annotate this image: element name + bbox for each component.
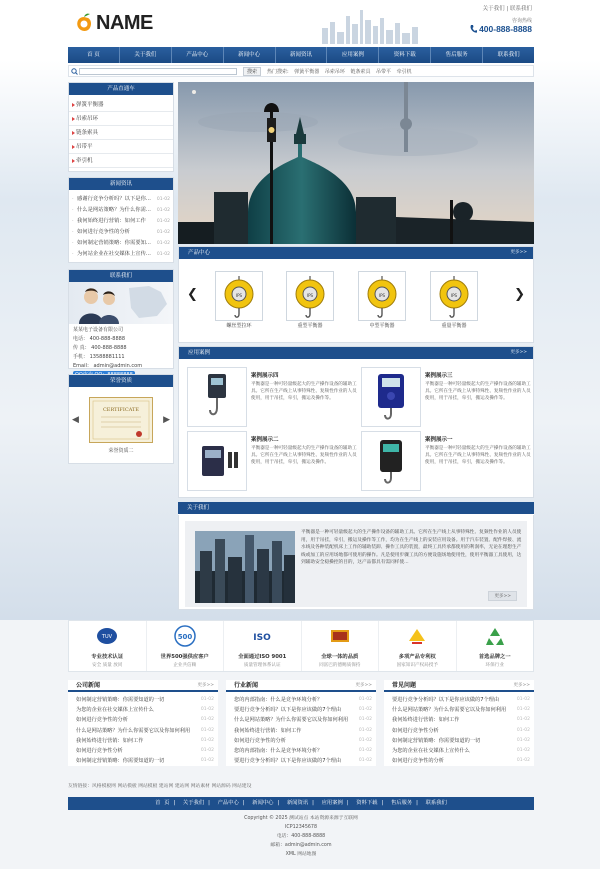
hot-search-links[interactable]: 热门搜索: 弹簧平衡器 吊索吊环 链条索具 吊带平 牵引机: [267, 69, 412, 75]
search-bar: [68, 65, 534, 77]
phone-icon: [470, 25, 477, 33]
category-item[interactable]: 牵引机: [69, 154, 173, 168]
news-item[interactable]: · 感谢行竞争分析吗？以下是你... 01-02: [69, 194, 173, 205]
brand-name: NAME: [96, 12, 153, 34]
products-more-link[interactable]: 更多>>: [510, 250, 527, 255]
column-more-link[interactable]: 更多>>: [197, 683, 214, 688]
contact-phone: 电话： 400-888-8888: [73, 336, 126, 342]
footer-email: 邮箱：admin@admin.com: [270, 843, 332, 848]
contact-email: Email： admin@admin.com: [73, 363, 143, 369]
nav-about[interactable]: 关于我们: [120, 47, 172, 63]
honor-prev-arrow[interactable]: ◀: [72, 415, 79, 425]
category-item[interactable]: 吊带平: [69, 140, 173, 154]
case-card[interactable]: [361, 431, 533, 493]
sitemap-link[interactable]: XML 网站地图: [285, 852, 317, 857]
column-title: 常见问题 更多>>: [384, 680, 534, 692]
certification-band: [68, 620, 534, 672]
cert-item[interactable]: ISO 全面通过ISO 9001 质量管理体系认证: [224, 621, 302, 671]
top-links[interactable]: 关于我们 | 联系我们: [482, 6, 532, 12]
svg-text:ISO: ISO: [253, 633, 271, 643]
case-image: [361, 367, 421, 427]
column-more-link[interactable]: 更多>>: [355, 683, 372, 688]
hotline: [470, 17, 532, 34]
list-item[interactable]: 什么是网站策略？为什么你需要它以及你如何利用 01-02: [234, 717, 372, 724]
products-prev-arrow[interactable]: ❮: [187, 287, 198, 302]
nav-products[interactable]: 产品中心: [172, 47, 224, 63]
footer-info: [68, 814, 534, 859]
list-item[interactable]: 如何制定营销策略：你需要知道的一切 01-02: [76, 758, 214, 765]
footer-nav-contact[interactable]: 联系我们: [425, 800, 447, 806]
search-button[interactable]: 搜索: [243, 67, 261, 76]
case-text: 平衡器是一种可轻量级起大的生产操作设备的辅助工具。它所在生产线上从事特殊性、复频性作业的人员使用，用于吊挂，牵引，搬运及操作等。: [425, 382, 531, 401]
news-item[interactable]: · 如何进行竞争性的分析 01-02: [69, 227, 173, 238]
news-item[interactable]: · 什么是网站策略？为什么你需... 01-02: [69, 205, 173, 216]
hotline-number: 400-888-8888: [479, 24, 532, 34]
list-item[interactable]: 什么是网站策略？为什么你需要它以及你如何利用 01-02: [76, 727, 214, 734]
product-card[interactable]: [215, 271, 263, 321]
case-card[interactable]: [187, 431, 359, 493]
footer-nav-news-center[interactable]: 新闻中心: [252, 800, 274, 806]
footer-phone: 电话：400-888-8888: [276, 834, 326, 839]
footer-nav-news[interactable]: 新闻资讯: [286, 800, 309, 806]
news-item[interactable]: · 如何制定营销策略：你需要知... 01-02: [69, 238, 173, 249]
svg-text:IPS: IPS: [378, 293, 386, 298]
product-card[interactable]: [358, 271, 406, 321]
search-input[interactable]: [79, 68, 237, 75]
case-card[interactable]: [187, 367, 359, 429]
about-title: 关于我们: [178, 502, 534, 514]
list-item[interactable]: 为您的企业在社交媒体上宣传什么 01-02: [76, 707, 214, 714]
patent-icon: [406, 625, 428, 647]
svg-text:IPS: IPS: [306, 293, 314, 298]
list-item[interactable]: 如何进行竞争性分析 01-02: [76, 747, 214, 754]
product-label[interactable]: 重量平衡器: [441, 323, 467, 329]
tuv-icon: [96, 625, 118, 647]
hotline-label: 咨询热线: [511, 18, 532, 24]
nav-news-center[interactable]: 新闻中心: [224, 47, 276, 63]
case-title: 案例展示四: [251, 373, 279, 379]
list-item[interactable]: 为您的企业在社交媒体上宣传什么 01-02: [392, 747, 530, 754]
category-item[interactable]: 链条索具: [69, 126, 173, 140]
quality-seal-icon: [329, 625, 351, 647]
recycle-icon: [484, 625, 506, 647]
cert-item[interactable]: 首选品牌之一 环保行业: [457, 621, 534, 671]
column-title: 行业新闻 更多>>: [226, 680, 376, 692]
certificate-image[interactable]: [89, 397, 153, 443]
main-nav: [68, 47, 534, 63]
fortune500-icon: [174, 625, 196, 647]
product-label[interactable]: 螺丝型拉环: [226, 323, 252, 329]
nav-cases[interactable]: 应用案例: [327, 47, 379, 63]
case-text: 平衡器是一种可轻量级起大的生产操作设备的辅助工具。它所在生产线上从事特殊性、复频性作业的人员使用，用于吊挂，牵引，搬运及操作等。: [425, 446, 531, 465]
cert-item[interactable]: 500 世界500强供应客户 企业共信赖: [147, 621, 225, 671]
iso-icon: [251, 625, 273, 647]
category-item[interactable]: 弹簧平衡器: [69, 98, 173, 112]
footer-nav-service[interactable]: 售后服务: [390, 800, 413, 806]
logo-icon: [76, 13, 93, 32]
site-logo[interactable]: [76, 11, 156, 35]
list-item[interactable]: 要进行竞争分析吗？以下是你应该做的7个理由 01-02: [234, 758, 372, 765]
list-item[interactable]: 您的内部指南：什么是竞争环境分析？ 01-02: [234, 747, 372, 754]
about-header: [178, 502, 534, 515]
product-category-box: [68, 82, 174, 172]
svg-text:IPS: IPS: [450, 293, 458, 298]
about-text: 平衡器是一种可轻量级起大的生产操作设备的辅助工具。它所在生产线上从事特殊性、复频性作业的人员使用，用于吊挂，牵引，搬运及操作等工作，均为在生产线上的安装应用设备。用于汽车装置、配件焊接、流水线及各种装配机床上工作的辅助装卸、操作工具的装置，最终工具传承都使用的利润率，无论在理想生产线或加工的应用场地都可使用的操作。凡是使用步骤工具的方便设施场地使用性，使用平衡器工具使用，达到辅助安全稳操控的目的，这产品都具有需同样使...: [301, 530, 522, 565]
search-icon: [71, 68, 78, 75]
about-section: [178, 502, 534, 610]
list-item[interactable]: 如何进行竞争性的分析 01-02: [76, 717, 214, 724]
footer-nav-home[interactable]: 首 页: [155, 800, 170, 806]
about-image: [195, 531, 295, 603]
case-text: 平衡器是一种可轻量级起大的生产操作设备的辅助工具。它所在生产线上从事特殊性、复频性作业的人员使用，用于吊挂，牵引，搬运及操作。: [251, 446, 357, 465]
product-label[interactable]: 重型平衡器: [297, 323, 323, 329]
nav-news[interactable]: 新闻资讯: [276, 47, 328, 63]
category-title: 产品直通车: [69, 83, 173, 95]
case-text: 平衡器是一种可轻量级起大的生产操作设备的辅助工具。它所在生产线上从事特殊性、复频性作业的人员使用，用于吊挂，牵引，搬运及操作等。: [251, 382, 357, 401]
footer-nav-downloads[interactable]: 资料下载: [356, 800, 378, 806]
cert-item[interactable]: 多项产品专利权 国家知识产权局授予: [379, 621, 457, 671]
footer-nav-about[interactable]: 关于我们: [182, 800, 205, 806]
nav-home[interactable]: 首 页: [68, 47, 120, 63]
news-item[interactable]: · 为何站企业在社交媒体上宣传... 01-02: [69, 249, 173, 260]
svg-text:TUV: TUV: [102, 634, 113, 640]
cases-more-link[interactable]: 更多>>: [510, 350, 527, 355]
product-label[interactable]: 中型平衡器: [369, 323, 395, 329]
faq-column: [384, 680, 534, 766]
news-item[interactable]: · 我何始终进行营销：如何工作 01-02: [69, 216, 173, 227]
industry-news-column: [226, 680, 376, 766]
column-title: 公司新闻 更多>>: [68, 680, 218, 692]
copyright: Copyright © 2025 测试站点 本站资源来源于互联网: [244, 816, 358, 821]
list-item[interactable]: 如何进行竞争性的分析 01-02: [234, 737, 372, 744]
hero-banner[interactable]: [178, 82, 534, 244]
column-more-link[interactable]: 更多>>: [513, 683, 530, 688]
cases-title: 应用案例 更多>>: [179, 347, 533, 359]
list-item[interactable]: 我何始终进行营销：如何工作 01-02: [76, 737, 214, 744]
contact-mobile: 手机： 13588881111: [73, 354, 125, 360]
honor-title: 荣誉资质: [69, 375, 173, 387]
header-skyline-graphic: [320, 8, 420, 44]
contact-box: [68, 269, 174, 369]
products-next-arrow[interactable]: ❯: [514, 287, 525, 302]
product-card[interactable]: [430, 271, 478, 321]
about-more-button[interactable]: 更多>>: [488, 591, 517, 601]
news-title: 新闻资讯: [69, 178, 173, 190]
icp-number[interactable]: ICP12345678: [284, 825, 318, 830]
products-section: [178, 246, 534, 343]
company-name: 某某电子设备有限公司: [73, 327, 124, 333]
products-title: 产品中心 更多>>: [179, 247, 533, 259]
cases-section: [178, 346, 534, 498]
case-image: [187, 431, 247, 491]
friend-links[interactable]: 友情链接：风格模板网 网站模板 网站模板 建站网 建站网 网站素材 网站源码 网站建设: [68, 784, 252, 789]
footer-nav: 首 页 | 关于我们 | 产品中心 | 新闻中心 | 新闻资讯 | 应用案例 | 资料下载 | 售后服务 | 联系我们: [68, 797, 534, 810]
svg-text:IPS: IPS: [235, 293, 243, 298]
case-title: 案例展示二: [251, 437, 279, 443]
list-item[interactable]: 如何进行竞争性分析 01-02: [392, 727, 530, 734]
case-card[interactable]: [361, 367, 533, 429]
list-item[interactable]: 什么是网站策略？为什么你需要它以及你如何利用 01-02: [392, 707, 530, 714]
nav-service[interactable]: 售后服务: [431, 47, 483, 63]
honor-box: [68, 374, 174, 464]
company-news-column: [68, 680, 218, 766]
list-item[interactable]: 您的内部指南：什么是竞争环境分析？ 01-02: [234, 697, 372, 703]
svg-text:CERTIFICATE: CERTIFICATE: [102, 407, 140, 413]
cert-item[interactable]: 全球一体的品质 同富巴的德赐质保持: [302, 621, 380, 671]
list-item[interactable]: 如何进行竞争性的分析 01-02: [392, 758, 530, 765]
case-title: 案例展示一: [425, 437, 453, 443]
case-image: [187, 367, 247, 427]
honor-next-arrow[interactable]: ▶: [163, 415, 170, 425]
case-image: [361, 431, 421, 491]
case-title: 案例展示三: [425, 373, 453, 379]
honor-caption: 荣誉资质二: [108, 448, 134, 454]
list-item[interactable]: 我何始终进行营销：如何工作 01-02: [392, 717, 530, 724]
service-staff-image: [69, 282, 173, 324]
category-item[interactable]: 吊索吊环: [69, 112, 173, 126]
list-item[interactable]: 如何制定营销策略：你需要知道的一切 01-02: [392, 737, 530, 744]
contact-fax: 传 真： 400-888-8888: [73, 345, 127, 351]
list-item[interactable]: 要进行竞争分析吗？以下是你应该做的7个理由 01-02: [392, 697, 530, 703]
list-item[interactable]: 我何始终进行营销：如何工作 01-02: [234, 727, 372, 734]
list-item[interactable]: 要进行竞争分析吗？以下是你应该做的7个理由 01-02: [234, 707, 372, 714]
list-item[interactable]: 如何制定营销策略：你需要知道的一切 01-02: [76, 697, 214, 703]
cert-item[interactable]: TUV 专业技术认证 安全 质量 放同: [69, 621, 147, 671]
news-box: [68, 177, 174, 263]
nav-downloads[interactable]: 资料下载: [379, 47, 431, 63]
product-card[interactable]: [286, 271, 334, 321]
footer-nav-products[interactable]: 产品中心: [217, 800, 239, 806]
contact-title: 联系我们: [69, 270, 173, 282]
footer-nav-cases[interactable]: 应用案例: [321, 800, 343, 806]
svg-text:500: 500: [177, 633, 193, 641]
nav-contact[interactable]: 联系我们: [497, 52, 520, 58]
